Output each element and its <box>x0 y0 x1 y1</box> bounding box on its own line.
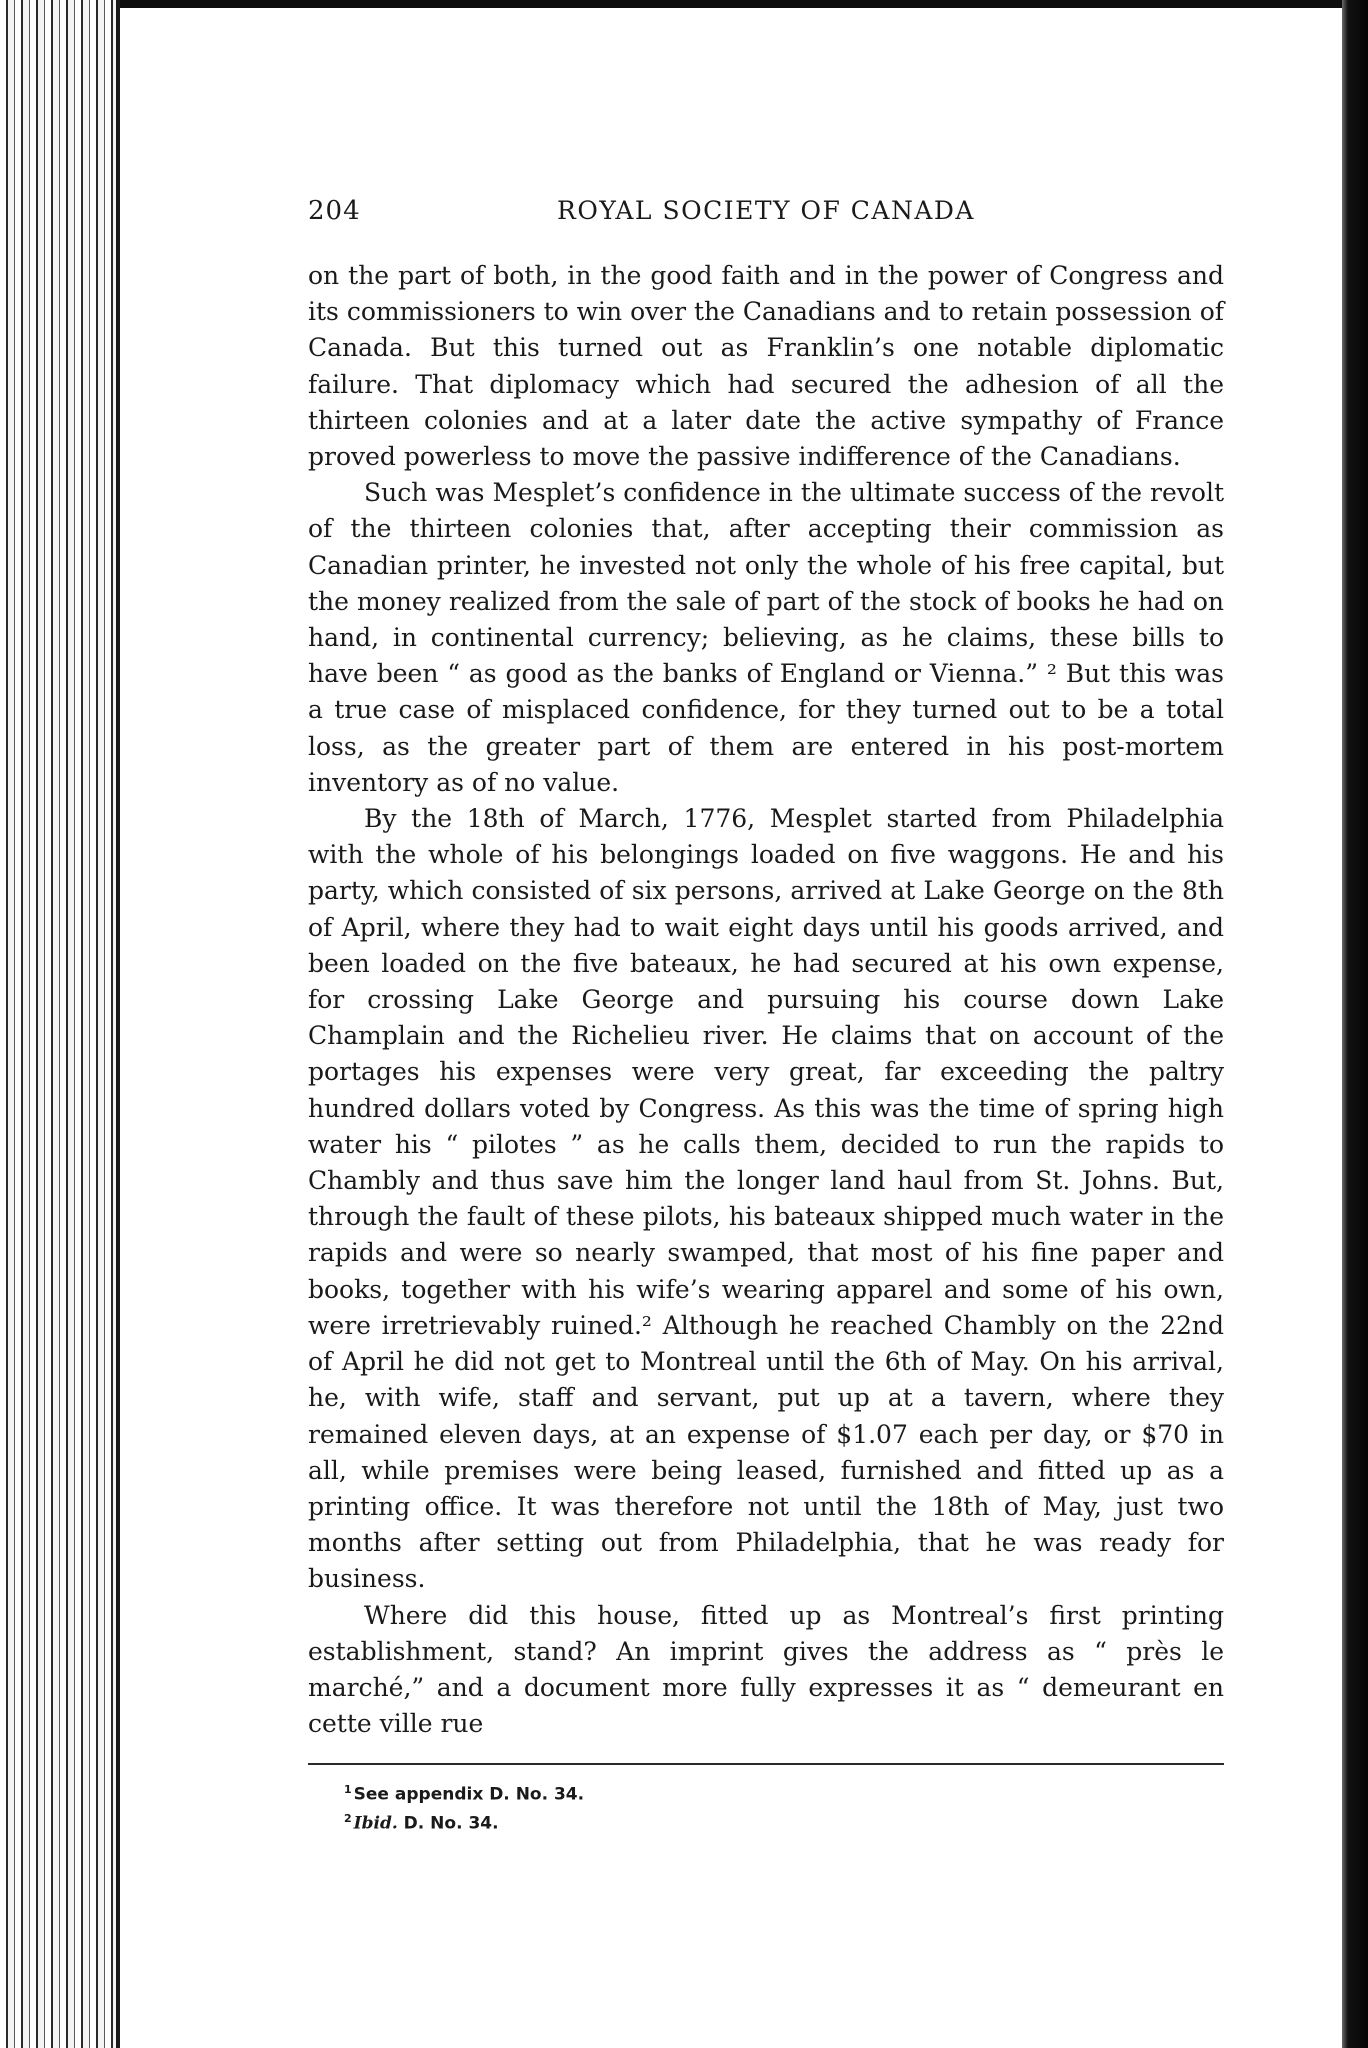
footnote-rule <box>308 1763 1224 1765</box>
footnotes <box>344 1778 1044 1835</box>
footnote-ibid: Ibid. <box>353 1813 398 1834</box>
book-page <box>120 8 1342 2048</box>
footnote-text: D. No. 34. <box>397 1813 499 1834</box>
page-number: 204 <box>308 196 361 226</box>
scan-right-border <box>1342 0 1368 2048</box>
footnote-marker: 1 <box>344 1783 352 1796</box>
footnote-marker: 2 <box>344 1811 352 1825</box>
running-title: ROYAL SOCIETY OF CANADA <box>557 196 975 225</box>
book-page-edges <box>0 0 120 2048</box>
footnote-text: See appendix D. No. 34. <box>353 1784 585 1805</box>
paragraph-4: Where did this house, fitted up as Montreal’s first printing establishment, stand? An imprint gives the address as “ près le marché,” and a document more fully expresses it as “ demeurant en cette ville rue <box>308 1600 1224 1739</box>
footnote-2 <box>344 1807 1044 1836</box>
page-header <box>308 196 1224 236</box>
paragraph-1: on the part of both, in the good faith and in the power of Congress and its commissioners to win over the Canadians and to retain possession of Canada. But this turned out as Franklin’s one notable diplomatic failure. That diplomacy which had secured the adhesion of all the thirteen colonies and at a later date the active sympathy of France proved powerless to move the passive indifference of the Canadians. <box>308 261 1224 472</box>
footnote-1 <box>344 1778 1044 1807</box>
paragraph-3: By the 18th of March, 1776, Mesplet started from Philadelphia with the whole of his belongings loaded on five waggons. He and his party, which consisted of six persons, arrived at Lake George on the 8th of April, where they had to wait eight days until his goods arrived, and been loaded on the five bateaux, he had secured at his own expense, for crossing Lake George and pursuing his course down Lake Champlain and the Richelieu river. He claims that on account of the portages his expenses were very great, far exceeding the paltry hundred dollars voted by Congress. As this was the time of spring high water his “ pilotes ” as he calls them, decided to run the rapids to Chambly and thus save him the longer land haul from St. Johns. But, through the fault of these pilots, his bateaux shipped much water in the rapids and were so nearly swamped, that most of his fine paper and books, together with his wife’s wearing apparel and some of his own, were irretrievably ruined.² Although he reached Chambly on the 22nd of April he did not get to Montreal until the 6th of May. On his arrival, he, with wife, staff and servant, put up at a tavern, where they remained eleven days, at an expense of $1.07 each per day, or $70 in all, while premises were being leased, furnished and fitted up as a printing office. It was therefore not until the 18th of May, just two months after setting out from Philadelphia, that he was ready for business. <box>308 804 1224 1594</box>
scan-top-border <box>0 0 1368 8</box>
paragraph-2: Such was Mesplet’s confidence in the ultimate success of the revolt of the thirteen colonies that, after accepting their commission as Canadian printer, he invested not only the whole of his free capital, but the money realized from the sale of part of the stock of books he had on hand, in continental currency; believing, as he claims, these bills to have been “ as good as the banks of England or Vienna.” ² But this was a true case of misplaced confidence, for they turned out to be a total loss, as the greater part of them are entered in his post-mortem inventory as of no value. <box>308 478 1224 797</box>
body-text <box>308 258 1224 1742</box>
